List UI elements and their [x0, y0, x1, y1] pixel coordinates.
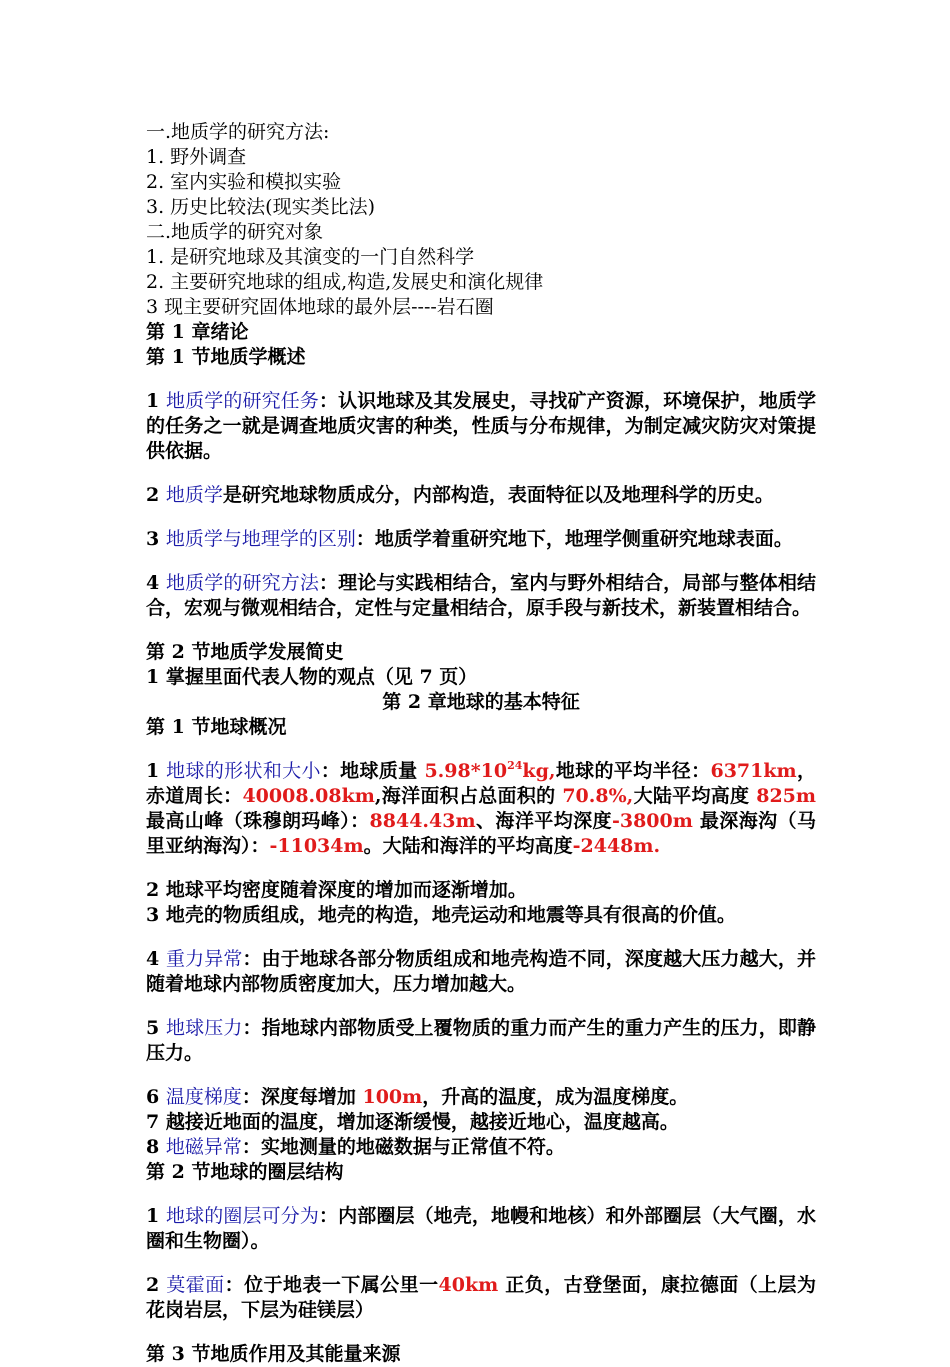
paragraph-geology-vs-geography: [146, 527, 816, 552]
paragraph-body: ：由于地球各部分物质组成和地壳构造不同，深度越大压力越大，并随着地球内部物质密度加大，压力增加越大。: [146, 948, 816, 995]
method-item: 3. 历史比较法(现实类比法): [146, 196, 375, 218]
paragraph-gravity-anomaly: [146, 947, 816, 997]
section-1-1-title: 第 1 节地质学概述: [146, 346, 306, 368]
text-run: ：深度每增加: [241, 1086, 363, 1108]
term-highlight: 莫霍面: [166, 1274, 225, 1296]
text-run: 最深海沟（马里亚纳海沟）：: [146, 810, 816, 857]
everest-value: 8844.43m: [369, 810, 476, 832]
ocean-depth-value: -3800m: [611, 810, 693, 832]
object-item: 3 现主要研究固体地球的最外层----岩石圈: [146, 296, 494, 318]
paragraph-body: ：认识地球及其发展史，寻找矿产资源，环境保护，地质学的任务之一就是调查地质灾害的种类，性质与分布规律，为制定减灾防灾对策提供依据。: [146, 390, 816, 462]
text-run: ：地球质量: [320, 760, 425, 782]
paragraph-number: 5: [146, 1017, 166, 1039]
intro-heading-objects: 二.地质学的研究对象: [146, 221, 324, 243]
section-2-2-title: 第 2 节地球的圈层结构: [146, 1161, 344, 1183]
text-run: 。大陆和海洋的平均高度: [363, 835, 573, 857]
paragraph-number: 1: [146, 390, 166, 412]
term-highlight: 地球的圈层可分为: [165, 1205, 319, 1227]
mass-unit: kg,: [522, 760, 556, 782]
paragraph-body: ：理论与实践相结合，室内与野外相结合，局部与整体相结合，宏观与微观相结合，定性与定量相结合，原手段与新技术，新装置相结合。: [146, 572, 816, 619]
paragraph-number: 4: [146, 948, 166, 970]
paragraph-number: 2: [146, 484, 166, 506]
section-2-1-title: 第 1 节地球概况: [146, 716, 287, 738]
paragraph-moho: [146, 1273, 816, 1323]
paragraph-number: 1: [146, 1205, 166, 1227]
term-highlight: 地球的形状和大小: [166, 760, 321, 782]
radius-value: 6371km: [710, 760, 797, 782]
earth-mass-value: [424, 760, 555, 782]
text-run: 大陆平均高度: [633, 785, 757, 807]
paragraph-research-methods: [146, 571, 816, 621]
term-highlight: 温度梯度: [165, 1086, 242, 1108]
equator-value: 40008.08km: [242, 785, 375, 807]
average-height-value: -2448m.: [572, 835, 661, 857]
ocean-percent-value: 70.8%,: [562, 785, 634, 807]
trench-depth-value: -11034m: [269, 835, 364, 857]
text-run: 地球的平均半径：: [555, 760, 711, 782]
paragraph-magnetic-anomaly: [146, 1135, 816, 1160]
text-run: 最高山峰（珠穆朗玛峰）：: [146, 810, 370, 832]
depth-value: 100m: [362, 1086, 423, 1108]
text-run: ，升高的温度，成为温度梯度。: [422, 1086, 689, 1108]
object-item: 1. 是研究地球及其演变的一门自然科学: [146, 246, 475, 268]
paragraph-earth-pressure: [146, 1016, 816, 1066]
section-1-2-title: 第 2 节地质学发展简史: [146, 641, 344, 663]
paragraph-representatives: 1 掌握里面代表人物的观点（见 7 页）: [146, 666, 478, 688]
paragraph-body: ：指地球内部物质受上覆物质的重力而产生的重力产生的压力，即静压力。: [146, 1017, 816, 1064]
object-item: 2. 主要研究地球的组成,构造,发展史和演化规律: [146, 271, 544, 293]
paragraph-number: 6: [146, 1086, 166, 1108]
paragraph-number: 8: [146, 1136, 166, 1158]
text-run: ,海洋面积占总面积的: [374, 785, 563, 807]
method-item: 1. 野外调查: [146, 146, 247, 168]
paragraph-body: 是研究地球物质成分，内部构造，表面特征以及地理科学的历史。: [222, 484, 774, 506]
document-page: [146, 120, 816, 1367]
term-highlight: 重力异常: [165, 948, 243, 970]
paragraph-body: ：地质学着重研究地下，地理学侧重研究地球表面。: [355, 528, 793, 550]
paragraph-body: ：内部圈层（地壳，地幔和地核）和外部圈层（大气圈，水圈和生物圈）。: [146, 1205, 816, 1252]
term-highlight: 地磁异常: [165, 1136, 242, 1158]
mass-base: 5.98*10: [424, 760, 508, 782]
text-run: 、海洋平均深度: [475, 810, 612, 832]
intro-heading-methods: 一.地质学的研究方法:: [146, 121, 330, 143]
section-2-3-title: 第 3 节地质作用及其能量来源: [146, 1343, 401, 1365]
paragraph-crust-value: 3 地壳的物质组成，地壳的构造，地壳运动和地震等具有很高的价值。: [146, 904, 736, 926]
text-run: ，赤道周长：: [146, 760, 816, 807]
term-highlight: 地球压力: [165, 1017, 243, 1039]
paragraph-geology-tasks: [146, 389, 816, 464]
term-highlight: 地质学与地理学的区别: [165, 528, 356, 550]
moho-depth-value: 40km: [438, 1274, 499, 1296]
term-highlight: 地质学: [165, 484, 223, 506]
paragraph-body: ：实地测量的地磁数据与正常值不符。: [241, 1136, 565, 1158]
term-highlight: 地质学的研究任务: [165, 390, 319, 412]
text-run: 正负，古登堡面，康拉德面（上层为花岗岩层，下层为硅镁层）: [146, 1274, 816, 1321]
chapter-1-title: 第 1 章绪论: [146, 321, 249, 343]
text-run: ：位于地表一下属公里一: [224, 1274, 439, 1296]
mass-exponent: 24: [507, 759, 523, 772]
paragraph-number: 2: [146, 1274, 167, 1296]
method-item: 2. 室内实验和模拟实验: [146, 171, 342, 193]
paragraph-geology-definition: [146, 483, 816, 508]
paragraph-sphere-layers: [146, 1204, 816, 1254]
paragraph-temperature-gradient: [146, 1085, 816, 1110]
paragraph-surface-temperature: 7 越接近地面的温度，增加逐渐缓慢，越接近地心，温度越高。: [146, 1111, 679, 1133]
paragraph-number: 1: [146, 760, 167, 782]
chapter-2-title: 第 2 章地球的基本特征: [382, 691, 580, 713]
land-height-value: 825m: [756, 785, 816, 807]
paragraph-earth-size: [146, 759, 816, 859]
term-highlight: 地质学的研究方法: [165, 572, 319, 594]
paragraph-number: 3: [146, 528, 166, 550]
paragraph-number: 4: [146, 572, 166, 594]
paragraph-density: 2 地球平均密度随着深度的增加而逐渐增加。: [146, 879, 527, 901]
